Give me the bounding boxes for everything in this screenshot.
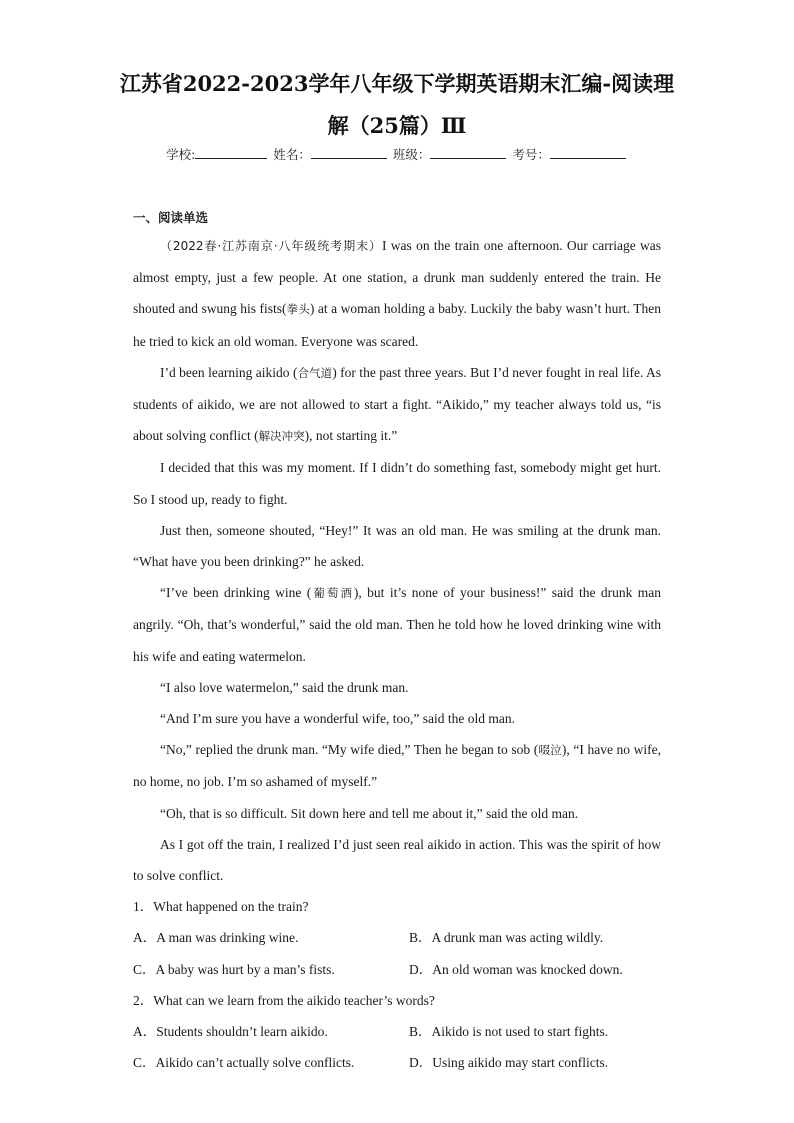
page-title-line1: 江苏省2022-2023学年八年级下学期英语期末汇编-阅读理 <box>119 71 675 96</box>
question-2-option-d[interactable]: D．Using aikido may start conflicts. <box>409 1055 609 1071</box>
name-field[interactable] <box>311 146 387 159</box>
question-1-option-d[interactable]: D．An old woman was knocked down. <box>409 961 623 977</box>
paragraph-3: I decided that this was my moment. If I didn’t do something fast, somebody might get hurt. So I stood up, ready to fight. <box>133 460 661 507</box>
paragraph-7: “And I’m sure you have a wonderful wife, too,” said the old man. <box>160 711 516 727</box>
class-field[interactable] <box>430 146 506 159</box>
paragraph-6: “I also love watermelon,” said the drunk man. <box>160 679 409 695</box>
question-1-options-row1 <box>133 922 661 953</box>
question-1-option-b[interactable]: B．A drunk man was acting wildly. <box>409 930 604 946</box>
paragraph-2: I’d been learning aikido (合气道) for the past three years. But I’d never fought in real life. As students of aikido, we are not allowed to start a fight. “Aikido,” my teacher always told us, “is about solving conflict (解决冲突), not starting it.” <box>133 364 662 444</box>
question-1-option-a[interactable]: A．A man was drinking wine. <box>133 930 299 946</box>
paragraph-8: “No,” replied the drunk man. “My wife died,” Then he began to sob (啜泣), “I have no wife, no home, no job. I’m so ashamed of myself.” <box>133 742 662 790</box>
question-2-options-row2 <box>133 1047 661 1078</box>
school-label: 学校: <box>166 147 196 162</box>
gloss: 拳头 <box>286 302 310 317</box>
page-title-line2: 解（25篇）Ⅲ <box>327 113 467 138</box>
question-1-option-c[interactable]: C．A baby was hurt by a man’s fists. <box>133 961 335 977</box>
student-info-row <box>0 145 794 163</box>
question-2-option-c[interactable]: C．Aikido can’t actually solve conflicts. <box>133 1055 355 1071</box>
question-1-options-row2 <box>133 954 661 985</box>
number-label: 考号： <box>512 147 550 162</box>
gloss: 啜泣 <box>538 743 562 758</box>
paragraph-10: As I got off the train, I realized I’d just seen real aikido in action. This was the spirit of how to solve conflict. <box>133 836 661 884</box>
question-2-stem: 2．What can we learn from the aikido teacher’s words? <box>133 992 435 1008</box>
paragraph-1: （2022春·江苏南京·八年级统考期末）I was on the train one afternoon. Our carriage was almost empty, just a few people. At one station, a drunk man suddenly entered the train. He shouted and swung his fists(拳头) at a woman holding a baby. Luckily the baby wasn’t hurt. Then he tried to kick an old woman. Everyone was scared. <box>133 238 661 349</box>
paragraph-5: “I’ve been drinking wine (葡萄酒), but it’s none of your business!” said the drunk man angrily. “Oh, that’s wonderful,” said the old man. Then he told how he loved drinking wine with his wife and eating watermelon. <box>133 585 661 664</box>
gloss: 解决冲突 <box>258 429 305 444</box>
question-2-option-a[interactable]: A．Students shouldn’t learn aikido. <box>133 1024 328 1040</box>
name-label: 姓名： <box>273 147 311 162</box>
gloss: 葡萄酒 <box>311 586 354 601</box>
school-field[interactable] <box>195 146 267 159</box>
source-note: （2022春·江苏南京·八年级统考期末） <box>160 239 382 253</box>
reading-passage <box>133 230 661 1078</box>
paragraph-4: Just then, someone shouted, “Hey!” It was an old man. He was smiling at the drunk man. “What have you been drinking?” he asked. <box>133 522 661 570</box>
question-2-options-row1 <box>133 1016 661 1047</box>
number-field[interactable] <box>550 146 626 159</box>
gloss: 合气道 <box>297 365 333 380</box>
question-2-option-b[interactable]: B．Aikido is not used to start fights. <box>409 1024 609 1040</box>
class-label: 班级： <box>392 147 431 162</box>
section-heading: 一、阅读单选 <box>133 210 209 225</box>
question-1-stem: 1．What happened on the train? <box>133 899 309 915</box>
paragraph-9: “Oh, that is so difficult. Sit down here and tell me about it,” said the old man. <box>160 805 579 821</box>
